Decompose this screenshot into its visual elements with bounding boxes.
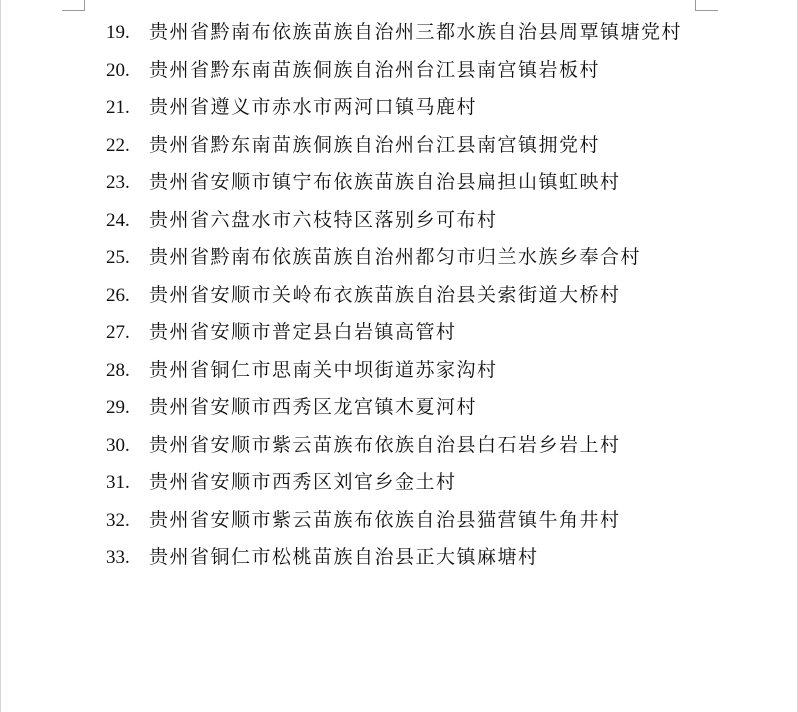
list-item [1,164,797,202]
item-number: 27. [106,322,130,343]
list-item [1,14,797,52]
item-number: 19. [106,22,130,43]
crop-mark-left [62,0,85,11]
item-text: 贵州省六盘水市六枝特区落别乡可布村 [149,208,498,231]
item-number: 25. [106,247,130,268]
list-item [1,502,797,540]
village-list [1,14,797,577]
list-item [1,89,797,127]
item-text: 贵州省安顺市紫云苗族布依族自治县白石岩乡岩上村 [149,433,621,456]
item-number: 30. [106,434,130,456]
list-item [1,427,797,465]
list-item [1,202,797,240]
item-number: 33. [106,547,130,568]
item-number: 24. [106,209,130,231]
item-number: 26. [106,284,130,306]
list-item [1,539,797,577]
item-text: 贵州省遵义市赤水市两河口镇马鹿村 [149,96,478,118]
item-text: 贵州省安顺市西秀区刘官乡金土村 [149,471,457,493]
item-text: 贵州省黔南布依族苗族自治州三都水族自治县周覃镇塘党村 [149,21,683,43]
item-text: 贵州省安顺市西秀区龙宫镇木夏河村 [149,396,478,418]
item-number: 28. [106,359,130,381]
item-text: 贵州省安顺市关岭布衣族苗族自治县关索街道大桥村 [149,283,621,306]
item-text: 贵州省黔南布依族苗族自治州都匀市归兰水族乡奉合村 [149,246,642,268]
list-item [1,314,797,352]
item-text: 贵州省黔东南苗族侗族自治州台江县南宫镇拥党村 [149,133,601,156]
item-number: 23. [106,172,130,193]
crop-mark-right [695,0,718,11]
item-text: 贵州省安顺市紫云苗族布依族自治县猫营镇牛角井村 [149,508,621,531]
item-number: 22. [106,134,130,156]
item-number: 31. [106,472,130,493]
item-text: 贵州省安顺市普定县白岩镇高管村 [149,321,457,343]
list-item [1,352,797,390]
list-item [1,239,797,277]
item-number: 20. [106,59,130,81]
list-item [1,52,797,90]
item-text: 贵州省铜仁市松桃苗族自治县正大镇麻塘村 [149,546,539,568]
list-item [1,464,797,502]
list-item [1,127,797,165]
item-number: 29. [106,397,130,418]
item-text: 贵州省铜仁市思南关中坝街道苏家沟村 [149,358,498,381]
item-number: 32. [106,509,130,531]
list-item [1,277,797,315]
list-item [1,389,797,427]
item-text: 贵州省安顺市镇宁布依族苗族自治县扁担山镇虹映村 [149,171,621,193]
item-number: 21. [106,97,130,118]
item-text: 贵州省黔东南苗族侗族自治州台江县南宫镇岩板村 [149,58,601,81]
